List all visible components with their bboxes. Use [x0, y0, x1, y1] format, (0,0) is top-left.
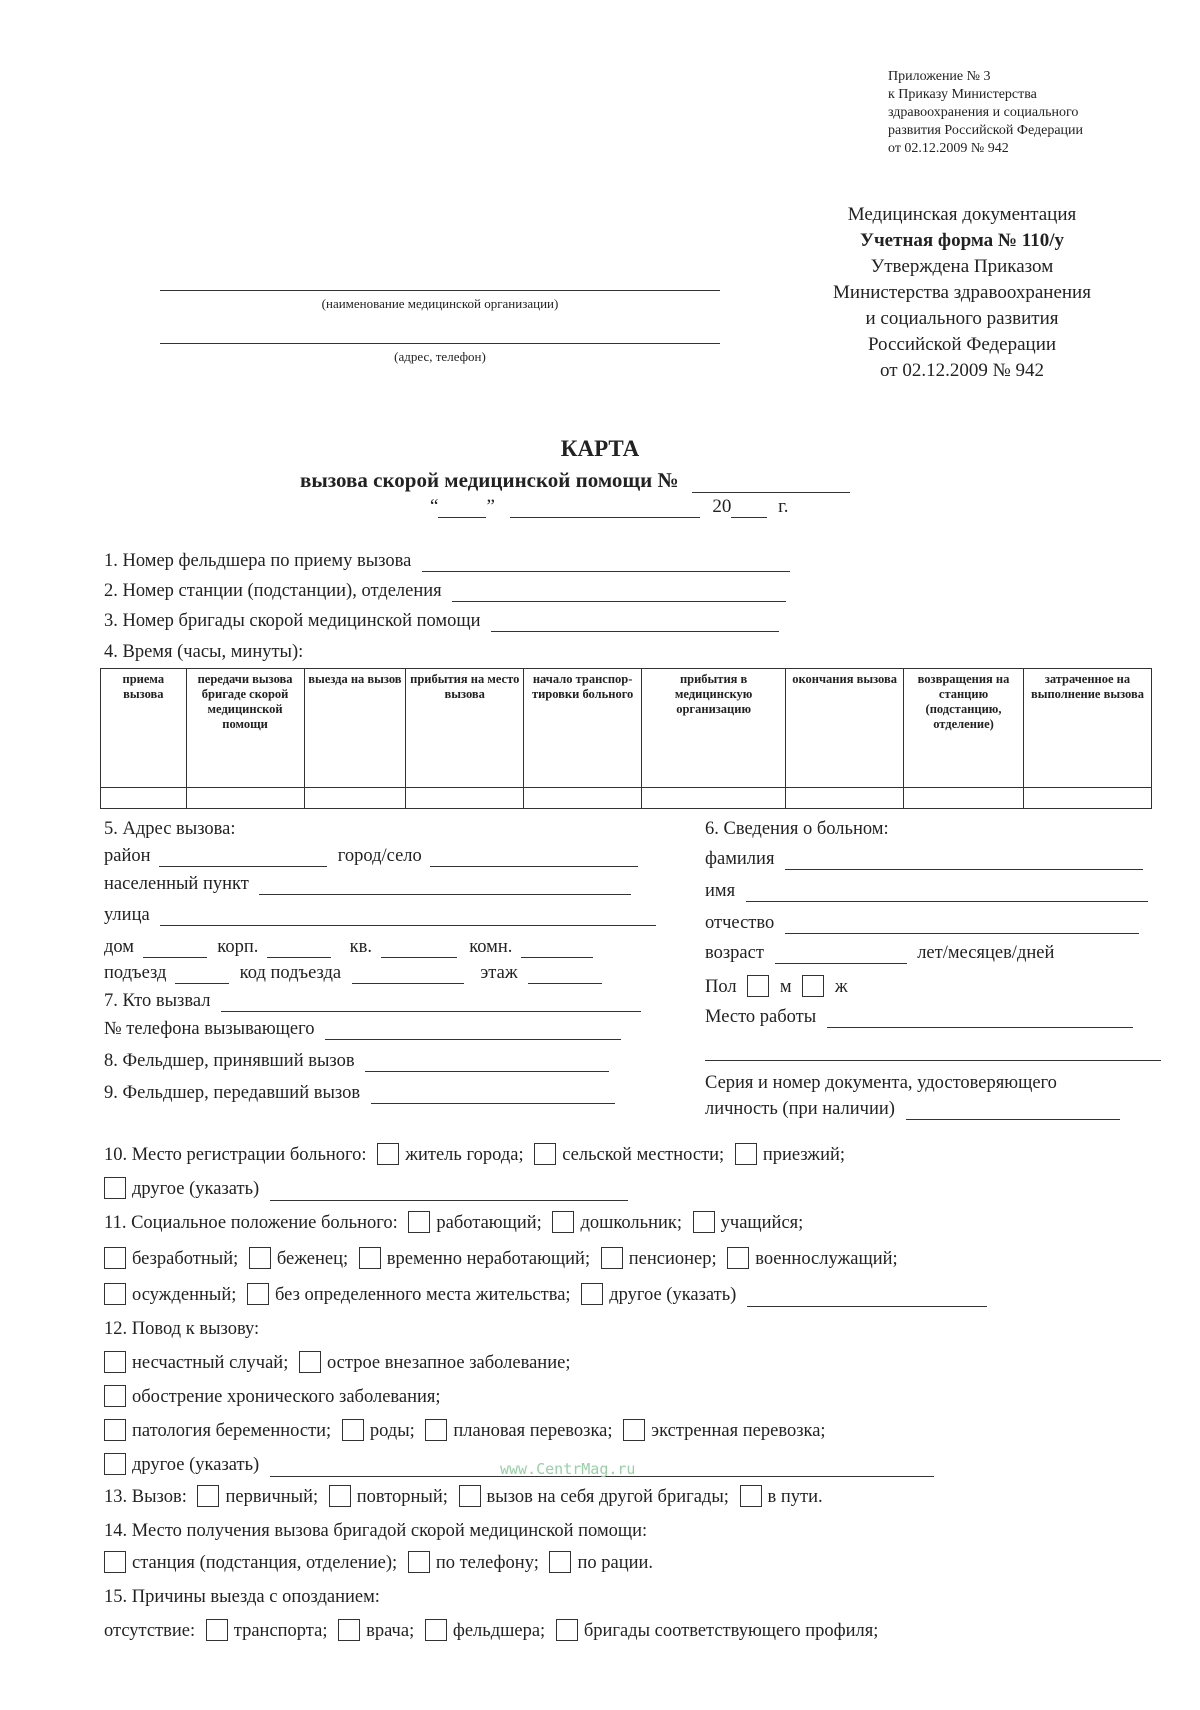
time-col-header: возвращения на станцию (подстанцию, отделение)	[904, 669, 1024, 788]
s13-primary-label: первичный;	[225, 1487, 319, 1507]
time-values-row	[101, 788, 1152, 809]
section-11-row2	[98, 1248, 898, 1271]
s10-rural-checkbox[interactable]	[534, 1143, 556, 1165]
s10-rural-label: сельской местности;	[562, 1145, 725, 1165]
s11-homeless-label: без определенного места жительства;	[275, 1285, 571, 1305]
building-input[interactable]	[267, 937, 331, 958]
field-9-label: 9. Фельдшер, передавший вызов	[104, 1083, 361, 1103]
meddoc-line: и социального развития	[865, 308, 1059, 329]
field-8-input[interactable]	[365, 1051, 609, 1072]
locality-label: населенный пункт	[104, 874, 249, 894]
time-col-header: окончания вызова	[786, 669, 904, 788]
sex-row	[705, 976, 848, 999]
s13-en-route-checkbox[interactable]	[740, 1485, 762, 1507]
time-cell[interactable]	[304, 788, 406, 809]
card-title: КАРТА	[560, 436, 640, 461]
meddoc-line: Российской Федерации	[867, 334, 1057, 355]
s12-accident-checkbox[interactable]	[104, 1351, 126, 1373]
caller-phone-input[interactable]	[325, 1019, 621, 1040]
sex-label: Пол	[705, 977, 737, 997]
date-year-field[interactable]	[731, 497, 767, 518]
field-1-input[interactable]	[422, 551, 790, 572]
s11-unemployed-label: безработный;	[132, 1249, 239, 1269]
section-10-row1	[104, 1144, 845, 1167]
city-input[interactable]	[430, 846, 638, 867]
watermark: www.CentrMag.ru	[500, 1460, 636, 1478]
street-label: улица	[104, 905, 150, 925]
s14-phone-label: по телефону;	[435, 1553, 539, 1573]
time-table	[100, 668, 1152, 809]
address-street-row	[104, 904, 656, 926]
s14-radio-label: по рации.	[577, 1553, 654, 1573]
date-year-suffix: г.	[778, 496, 789, 517]
s13-repeat-checkbox[interactable]	[329, 1485, 351, 1507]
name-input[interactable]	[746, 881, 1148, 902]
s10-other-label: другое (указать)	[132, 1179, 260, 1199]
appendix-line: от 02.12.2009 № 942	[888, 141, 1009, 156]
s11-refugee-label: беженец;	[276, 1249, 349, 1269]
org-address-line[interactable]	[160, 343, 720, 344]
s11-working-checkbox[interactable]	[408, 1211, 430, 1233]
field-3	[104, 610, 779, 632]
patronymic-input[interactable]	[785, 913, 1139, 934]
work-input-continuation[interactable]	[705, 1040, 1161, 1061]
work-row	[705, 1006, 1133, 1028]
id-doc-input[interactable]	[906, 1099, 1120, 1120]
s10-city-checkbox[interactable]	[377, 1143, 399, 1165]
id-doc-label: личность (при наличии)	[705, 1099, 895, 1119]
house-input[interactable]	[143, 937, 207, 958]
date-year-prefix: 20	[712, 496, 732, 517]
entrance-code-input[interactable]	[352, 963, 464, 984]
s12-emergency-label: экстренная перевозка;	[651, 1421, 826, 1441]
house-label: дом	[104, 937, 135, 957]
age-row	[705, 942, 1054, 964]
form-approval-block	[812, 202, 1112, 384]
s15-paramedic-checkbox[interactable]	[425, 1619, 447, 1641]
s15-doctor-checkbox[interactable]	[338, 1619, 360, 1641]
s12-title: 12. Повод к вызову:	[104, 1319, 260, 1339]
name-row	[705, 880, 1148, 902]
id-doc-row	[705, 1098, 1120, 1120]
time-col-header: выезда на вызов	[304, 669, 406, 788]
meddoc-line: Утверждена Приказом	[870, 256, 1054, 277]
form-number: Учетная форма № 110/у	[860, 230, 1064, 251]
s12-pregnancy-checkbox[interactable]	[104, 1419, 126, 1441]
s13-primary-checkbox[interactable]	[197, 1485, 219, 1507]
s12-other-label: другое (указать)	[132, 1455, 260, 1475]
field-8-label: 8. Фельдшер, принявший вызов	[104, 1051, 355, 1071]
s10-visitor-checkbox[interactable]	[735, 1143, 757, 1165]
s10-other-input[interactable]	[270, 1180, 628, 1201]
work-label: Место работы	[705, 1007, 817, 1027]
s11-temp-unemployed-checkbox[interactable]	[359, 1247, 381, 1269]
time-cell[interactable]	[524, 788, 642, 809]
city-label: город/село	[337, 846, 422, 866]
caller-phone-label: № телефона вызывающего	[104, 1019, 315, 1039]
s11-other-label: другое (указать)	[609, 1285, 737, 1305]
time-cell[interactable]	[1023, 788, 1151, 809]
s10-title: 10. Место регистрации больного:	[104, 1145, 367, 1165]
time-col-header: приема вызова	[101, 669, 187, 788]
s13-other-brigade-label: вызов на себя другой бригады;	[486, 1487, 729, 1507]
date-quote-open: “	[430, 496, 439, 517]
meddoc-line: от 02.12.2009 № 942	[880, 360, 1044, 381]
date-quote-close: ”	[486, 496, 495, 517]
s10-city-label: житель города;	[405, 1145, 524, 1165]
section-11-row1	[104, 1212, 803, 1235]
section-12-row3	[98, 1420, 826, 1443]
s12-accident-label: несчастный случай;	[132, 1353, 289, 1373]
locality-input[interactable]	[259, 874, 631, 895]
surname-row	[705, 848, 1143, 870]
s11-student-checkbox[interactable]	[693, 1211, 715, 1233]
building-label: корп.	[217, 937, 259, 957]
sex-male-checkbox[interactable]	[747, 975, 769, 997]
entrance-input[interactable]	[175, 963, 229, 984]
s11-refugee-checkbox[interactable]	[249, 1247, 271, 1269]
s11-unemployed-checkbox[interactable]	[104, 1247, 126, 1269]
s11-temp-unemployed-label: временно неработающий;	[386, 1249, 591, 1269]
time-col-header: прибытия в медицинскую организацию	[642, 669, 786, 788]
work-input[interactable]	[827, 1007, 1133, 1028]
name-label: имя	[705, 881, 736, 901]
time-col-header: прибытия на место вызова	[406, 669, 524, 788]
time-cell[interactable]	[406, 788, 524, 809]
card-date-row	[430, 496, 789, 518]
apt-label: кв.	[349, 937, 372, 957]
s15-brigade-label: бригады соответствующего профиля;	[583, 1621, 879, 1641]
s11-convict-checkbox[interactable]	[104, 1283, 126, 1305]
s11-other-input[interactable]	[747, 1286, 987, 1307]
appendix-line: здравоохранения и социального	[888, 105, 1079, 120]
s14-title: 14. Место получения вызова бригадой скорой медицинской помощи:	[104, 1521, 648, 1541]
s13-repeat-label: повторный;	[356, 1487, 448, 1507]
section-12-row1	[98, 1352, 570, 1375]
s11-pensioner-checkbox[interactable]	[601, 1247, 623, 1269]
s12-chronic-label: обострение хронического заболевания;	[132, 1387, 441, 1407]
sex-female-label: ж	[834, 977, 848, 997]
time-cell[interactable]	[186, 788, 304, 809]
room-label: комн.	[469, 937, 513, 957]
caller-label: 7. Кто вызвал	[104, 991, 211, 1011]
s12-birth-checkbox[interactable]	[342, 1419, 364, 1441]
surname-input[interactable]	[785, 849, 1143, 870]
time-col-header: начало транспор-тировки больного	[524, 669, 642, 788]
address-locality-row	[104, 873, 631, 895]
s10-other-checkbox[interactable]	[104, 1177, 126, 1199]
time-col-header: передачи вызова бригаде скорой медицинской помощи	[186, 669, 304, 788]
s12-pregnancy-label: патология беременности;	[132, 1421, 332, 1441]
caller-phone-row	[104, 1018, 621, 1040]
age-units-label: лет/месяцев/дней	[917, 943, 1055, 963]
floor-input[interactable]	[528, 963, 602, 984]
field-9-input[interactable]	[371, 1083, 615, 1104]
field-3-label: 3. Номер бригады скорой медицинской помощи	[104, 611, 481, 631]
s11-other-checkbox[interactable]	[581, 1283, 603, 1305]
section-14-row	[98, 1552, 653, 1575]
field-1	[104, 550, 790, 572]
time-col-header: затраченное на выполнение вызова	[1023, 669, 1151, 788]
field-2-label: 2. Номер станции (подстанции), отделения	[104, 581, 442, 601]
field-2-input[interactable]	[452, 581, 786, 602]
floor-label: этаж	[480, 963, 518, 983]
s12-acute-checkbox[interactable]	[299, 1351, 321, 1373]
s12-acute-label: острое внезапное заболевание;	[326, 1353, 571, 1373]
s14-station-checkbox[interactable]	[104, 1551, 126, 1573]
caller-input[interactable]	[221, 991, 641, 1012]
apt-input[interactable]	[381, 937, 457, 958]
s11-military-checkbox[interactable]	[727, 1247, 749, 1269]
appendix-line: к Приказу Министерства	[888, 87, 1037, 102]
age-input[interactable]	[775, 943, 907, 964]
district-input[interactable]	[159, 846, 327, 867]
s11-convict-label: осужденный;	[132, 1285, 237, 1305]
district-label: район	[104, 846, 151, 866]
card-number-field[interactable]	[692, 472, 850, 493]
s11-preschool-label: дошкольник;	[580, 1213, 683, 1233]
s15-paramedic-label: фельдшера;	[452, 1621, 546, 1641]
address-entrance-row	[104, 962, 602, 984]
s12-birth-label: роды;	[369, 1421, 415, 1441]
id-doc-line1: Серия и номер документа, удостоверяющего	[705, 1073, 1057, 1093]
org-name-line[interactable]	[160, 290, 720, 291]
s15-brigade-checkbox[interactable]	[556, 1619, 578, 1641]
s12-planned-label: плановая перевозка;	[453, 1421, 613, 1441]
address-title: 5. Адрес вызова:	[104, 819, 236, 839]
s13-title: 13. Вызов:	[104, 1487, 187, 1507]
sex-female-checkbox[interactable]	[802, 975, 824, 997]
s12-other-checkbox[interactable]	[104, 1453, 126, 1475]
s12-emergency-checkbox[interactable]	[623, 1419, 645, 1441]
date-day-field[interactable]	[438, 497, 486, 518]
section-11-row3	[98, 1284, 987, 1307]
time-cell[interactable]	[101, 788, 187, 809]
entrance-label: подъезд	[104, 963, 167, 983]
section-13-row	[104, 1486, 823, 1509]
s15-prefix: отсутствие:	[104, 1621, 196, 1641]
appendix-line: Приложение № 3	[888, 69, 991, 84]
field-9	[104, 1082, 615, 1104]
s15-doctor-label: врача;	[366, 1621, 415, 1641]
field-2	[104, 580, 786, 602]
s11-pensioner-label: пенсионер;	[628, 1249, 717, 1269]
patronymic-row	[705, 912, 1139, 934]
meddoc-line: Медицинская документация	[847, 204, 1077, 225]
s13-en-route-label: в пути.	[767, 1487, 823, 1507]
s13-other-brigade-checkbox[interactable]	[459, 1485, 481, 1507]
date-month-field[interactable]	[510, 497, 700, 518]
entrance-code-label: код подъезда	[239, 963, 342, 983]
room-input[interactable]	[521, 937, 593, 958]
time-cell[interactable]	[786, 788, 904, 809]
card-subtitle	[300, 468, 850, 493]
card-subtitle-text: вызова скорой медицинской помощи №	[300, 468, 679, 492]
field-4-label: 4. Время (часы, минуты):	[104, 642, 304, 662]
s15-transport-checkbox[interactable]	[206, 1619, 228, 1641]
s11-working-label: работающий;	[436, 1213, 542, 1233]
time-cell[interactable]	[904, 788, 1024, 809]
s11-homeless-checkbox[interactable]	[247, 1283, 269, 1305]
s10-visitor-label: приезжий;	[762, 1145, 846, 1165]
address-district-row	[104, 845, 638, 867]
meddoc-line: Министерства здравоохранения	[833, 282, 1091, 303]
s12-chronic-checkbox[interactable]	[104, 1385, 126, 1407]
s14-phone-checkbox[interactable]	[408, 1551, 430, 1573]
s11-military-label: военнослужащий;	[755, 1249, 898, 1269]
field-8	[104, 1050, 609, 1072]
org-name-caption: (наименование медицинской организации)	[321, 296, 559, 311]
caller-row	[104, 990, 641, 1012]
sex-male-label: м	[779, 977, 792, 997]
org-address-caption: (адрес, телефон)	[394, 349, 486, 364]
appendix-line: развития Российской Федерации	[888, 123, 1084, 138]
s15-title: 15. Причины выезда с опозданием:	[104, 1587, 380, 1607]
field-3-input[interactable]	[491, 611, 779, 632]
section-12-row2	[98, 1386, 441, 1409]
s11-student-label: учащийся;	[720, 1213, 804, 1233]
patronymic-label: отчество	[705, 913, 775, 933]
s11-preschool-checkbox[interactable]	[552, 1211, 574, 1233]
field-1-label: 1. Номер фельдшера по приему вызова	[104, 551, 412, 571]
street-input[interactable]	[160, 905, 656, 926]
s15-transport-label: транспорта;	[233, 1621, 328, 1641]
s12-planned-checkbox[interactable]	[425, 1419, 447, 1441]
surname-label: фамилия	[705, 849, 775, 869]
appendix-note	[888, 68, 1083, 158]
patient-title: 6. Сведения о больном:	[705, 819, 889, 839]
s11-title: 11. Социальное положение больного:	[104, 1213, 398, 1233]
s14-radio-checkbox[interactable]	[549, 1551, 571, 1573]
section-15-row	[104, 1620, 878, 1643]
address-house-row	[104, 936, 593, 958]
time-cell[interactable]	[642, 788, 786, 809]
age-label: возраст	[705, 943, 764, 963]
s14-station-label: станция (подстанция, отделение);	[132, 1553, 398, 1573]
section-10-row2	[98, 1178, 628, 1201]
